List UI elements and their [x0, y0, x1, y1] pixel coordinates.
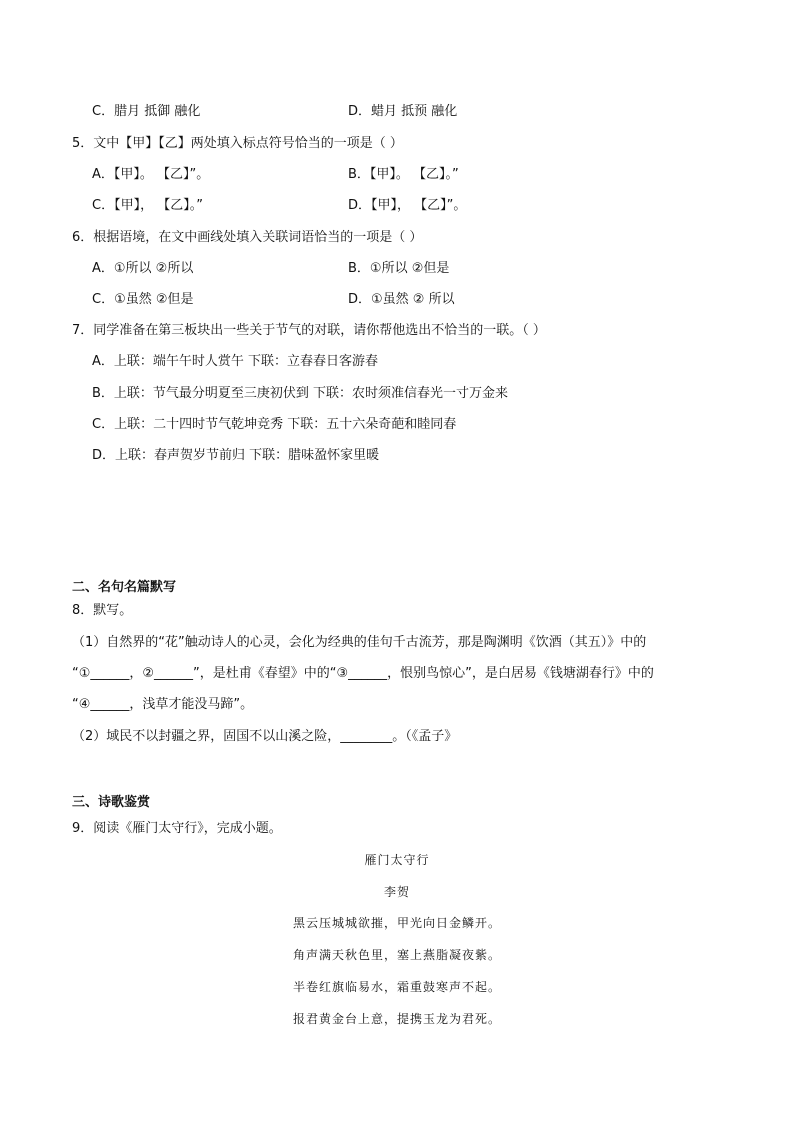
q5-option-d: D．【甲】， 【乙】”。: [348, 198, 467, 213]
q5-option-a: A．【甲】。 【乙】”。: [92, 167, 210, 182]
q6-option-d: D．①虽然 ② 所以: [348, 292, 455, 307]
poem-line-1: 黑云压城城欲摧，甲光向日金鳞开。: [292, 916, 501, 930]
q7-option-a: A．上联：端午午时人赏午 下联：立春春日客游春: [92, 354, 379, 369]
q8-stem: 8．默写。: [72, 603, 133, 618]
q7-option-d: D．上联：春声贺岁节前归 下联：腊味盈怀家里暖: [92, 448, 380, 463]
q8-1-line-2: “①______，②______”，是杜甫《春望》中的“③______，恨别鸟惊心”，是白居易《钱塘湖春行》中的: [72, 666, 654, 681]
q6-stem: 6．根据语境，在文中画线处填入关联词语恰当的一项是（ ）: [72, 230, 423, 245]
section-2-title: 二、名句名篇默写: [72, 580, 177, 595]
q6-option-b: B．①所以 ②但是: [348, 261, 450, 276]
poem-line-3: 半卷红旗临易水，霜重鼓寒声不起。: [292, 980, 501, 994]
q7-option-b: B．上联：节气最分明夏至三庚初伏到 下联：农时须准信春光一寸万金来: [92, 386, 509, 401]
q7-option-c: C．上联：二十四时节气乾坤竞秀 下联：五十六朵奇葩和睦同春: [92, 417, 457, 432]
poem-line-4: 报君黄金台上意，提携玉龙为君死。: [292, 1012, 501, 1026]
poem-line-2: 角声满天秋色里，塞上燕脂凝夜紫。: [292, 948, 501, 962]
q6-option-a: A．①所以 ②所以: [92, 261, 194, 276]
q9-stem: 9．阅读《雁门太守行》，完成小题。: [72, 821, 282, 836]
q7-stem: 7．同学准备在第三板块出一些关于节气的对联，请你帮他选出不恰当的一联。（ ）: [72, 323, 546, 338]
q4-option-d: D．蜡月 抵预 融化: [348, 104, 458, 119]
q8-1-line-3: “④______，浅草才能没马蹄”。: [72, 697, 254, 712]
q6-option-c: C．①虽然 ②但是: [92, 292, 194, 307]
q5-stem: 5．文中【甲】【乙】两处填入标点符号恰当的一项是（ ）: [72, 136, 403, 151]
q8-1-line-1: （1）自然界的“花”触动诗人的心灵，会化为经典的佳句千古流芳，那是陶渊明《饮酒（其五）》中的: [72, 635, 647, 650]
poem-title: 雁门太守行: [364, 853, 430, 867]
q4-option-c: C．腊月 抵御 融化: [92, 104, 201, 119]
q8-2: （2）域民不以封疆之界，固国不以山溪之险，________。（《孟子》: [72, 729, 458, 744]
poem-author: 李贺: [383, 885, 410, 899]
q5-option-c: C．【甲】， 【乙】。”: [92, 198, 203, 213]
q5-option-b: B．【甲】。 【乙】。”: [348, 167, 459, 182]
section-3-title: 三、诗歌鉴赏: [72, 795, 151, 810]
